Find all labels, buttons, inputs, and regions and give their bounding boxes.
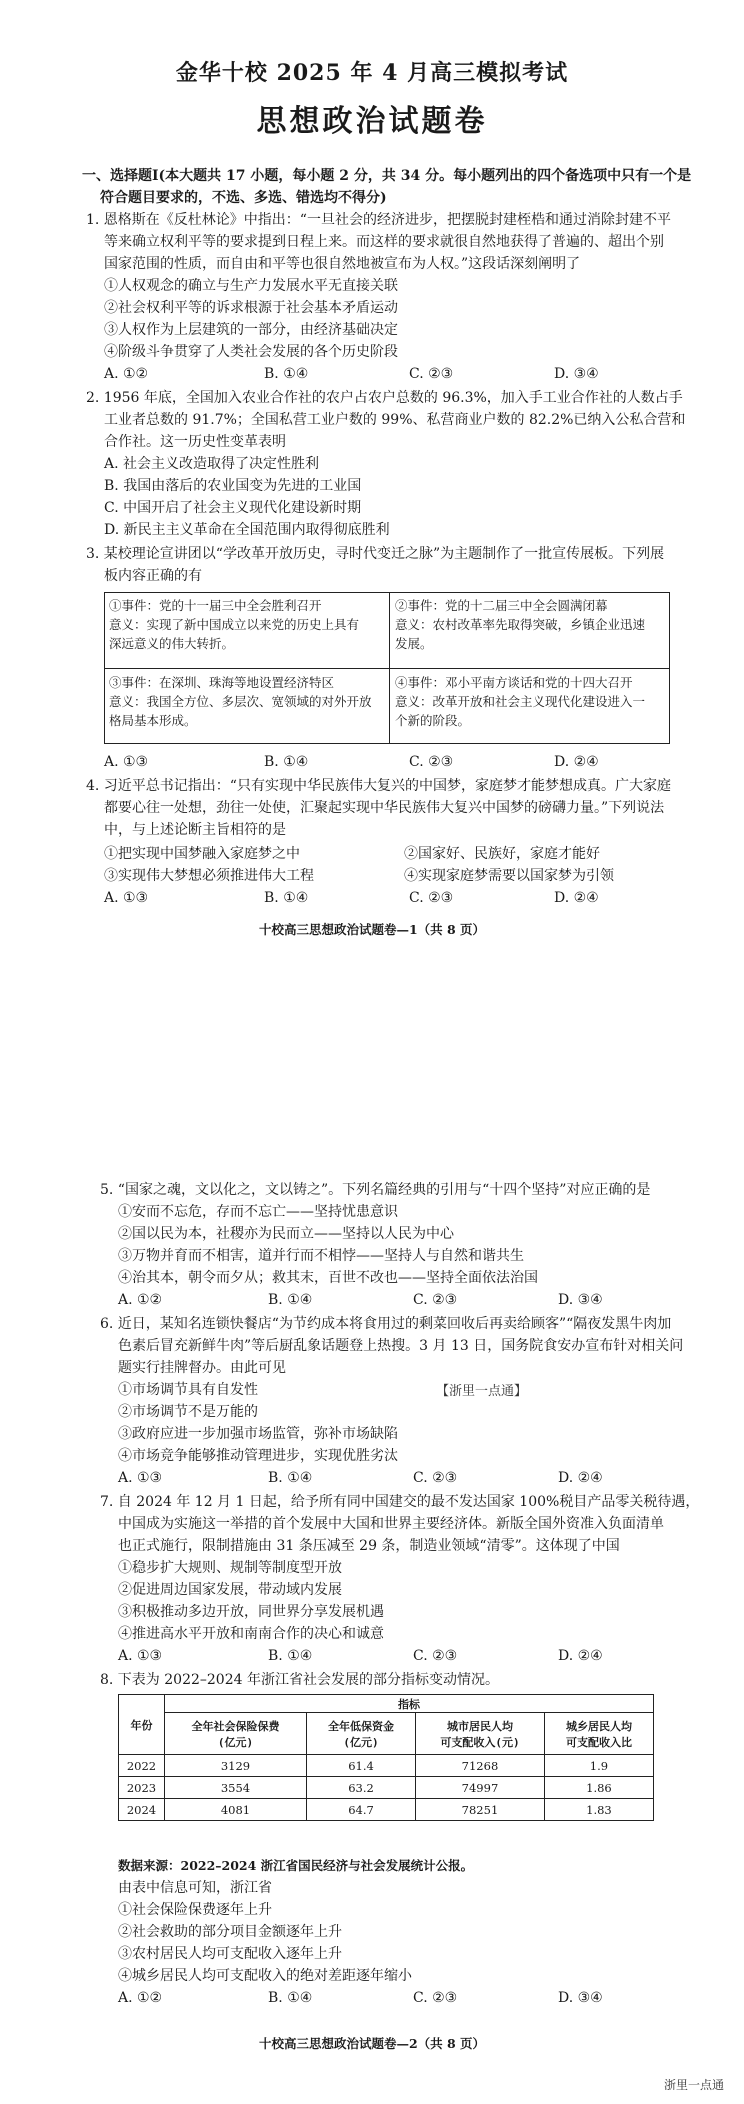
choice-a[interactable]: A. ①③ [118,1470,163,1486]
question-6-stem: 6. 近日，某知名连锁快餐店“为节约成本将食用过的剩菜回收后再卖给顾客”“隔夜发黑牛肉加 [100,1316,672,1332]
question-1-stem: 国家范围的性质，而自由和平等也很自然地被宣布为人权。”这段话深刻阐明了 [104,256,581,272]
choice-b[interactable]: B. ①④ [264,754,309,770]
choice-d[interactable]: D. ③④ [558,1990,603,2006]
table-header-subsistence: 全年低保资金 (亿元) [306,1713,415,1755]
table-row: 2024 4081 64.7 78251 1.83 [119,1799,654,1821]
choice-d[interactable]: D. ②④ [558,1648,603,1664]
page-footer-1: 十校高三思想政治试题卷—1（共 8 页） [258,922,486,937]
stats-table [118,1694,654,1821]
question-1-stem: 等来确立权利平等的要求提到日程上来。而这样的要求就很自然地获得了普遍的、超出个别 [104,234,664,250]
question-6-stem: 题实行挂牌督办。由此可见 [118,1360,286,1376]
exam-header-title: 金华十校 2025 年 4 月高三模拟考试 [175,60,569,86]
question-8-statement: ④城乡居民人均可支配收入的绝对差距逐年缩小 [118,1968,412,1984]
question-8-stem: 由表中信息可知，浙江省 [118,1880,272,1896]
question-8-statement: ②社会救助的部分项目金额逐年上升 [118,1924,342,1940]
question-7-statement: ③积极推动多边开放，同世界分享发展机遇 [118,1604,384,1620]
question-4-statement: ②国家好、民族好，家庭才能好 [404,846,600,862]
choice-d[interactable]: D. ②④ [558,1470,603,1486]
question-1-statement: ④阶级斗争贯穿了人类社会发展的各个历史阶段 [104,344,398,360]
choice-c[interactable]: C. ②③ [409,754,454,770]
question-1-statement: ②社会权利平等的诉求根源于社会基本矛盾运动 [104,300,398,316]
question-4-stem: 4. 习近平总书记指出：“只有实现中华民族伟大复兴的中国梦，家庭梦才能梦想成真。广大家庭 [86,778,671,794]
question-8-statement: ③农村居民人均可支配收入逐年上升 [118,1946,342,1962]
choice-c[interactable]: C. ②③ [413,1470,458,1486]
choice-c[interactable]: C. ②③ [409,890,454,906]
exhibit-cell-4: ④事件：邓小平南方谈话和党的十四大召开 意义：改革开放和社会主义现代化建设进入一 个新的阶段。 [395,675,646,728]
question-5-statement: ④治其本，朝令而夕从；救其末，百世不改也——坚持全面依法治国 [118,1270,538,1286]
question-7-statement: ①稳步扩大规则、规制等制度型开放 [118,1560,342,1576]
exhibit-cell-3: ③事件：在深圳、珠海等地设置经济特区 意义：我国全方位、多层次、宽领域的对外开放 格局基本形成。 [109,675,372,728]
page-gap [0,940,744,1168]
exam-page-1 [0,0,744,940]
table-row: 2023 3554 63.2 74997 1.86 [119,1777,654,1799]
page-footer-2: 十校高三思想政治试题卷—2（共 8 页） [258,2036,486,2051]
choice-a[interactable]: A. ①② [118,1292,163,1308]
question-2-choice-b[interactable]: B. 我国由落后的农业国变为先进的工业国 [104,478,362,494]
question-6-statement: ④市场竞争能够推动管理进步，实现优胜劣汰 [118,1448,398,1464]
choice-d[interactable]: D. ②④ [554,890,599,906]
question-6-statement: ②市场调节不是万能的 [118,1404,258,1420]
question-2-stem: 合作社。这一历史性变革表明 [104,434,286,450]
question-5-stem: 5. “国家之魂，文以化之，文以铸之”。下列名篇经典的引用与“十四个坚持”对应正确的是 [100,1182,651,1198]
table-header-year: 年份 [119,1695,165,1755]
question-2-choice-d[interactable]: D. 新民主主义革命在全国范围内取得彻底胜利 [104,522,390,538]
table-header-urban-income: 城市居民人均 可支配收入(元) [416,1713,545,1755]
choice-a[interactable]: A. ①② [118,1990,163,2006]
choice-b[interactable]: B. ①④ [268,1990,313,2006]
choice-c[interactable]: C. ②③ [413,1292,458,1308]
question-4-statement: ④实现家庭梦需要以国家梦为引领 [404,868,614,884]
exhibit-cell-2: ②事件：党的十二届三中全会圆满闭幕 意义：农村改革率先取得突破，乡镇企业迅速 发展。 [395,598,646,651]
question-7-stem: 7. 自 2024 年 12 月 1 日起，给予所有同中国建交的最不发达国家 100%税目产品零关税待遇， [100,1494,700,1510]
question-3-stem: 3. 某校理论宣讲团以“学改革开放历史，寻时代变迁之脉”为主题制作了一批宣传展板。下列展 [86,546,665,562]
question-2-stem: 工业者总数的 91.7%；全国私营工业户数的 99%、私营商业户数的 82.2%已纳入公私合营和 [104,412,686,428]
question-4-stem: 中，与上述论断主旨相符的是 [104,822,286,838]
exam-page-2 [0,1168,744,2104]
choice-c[interactable]: C. ②③ [413,1990,458,2006]
choice-b[interactable]: B. ①④ [268,1292,313,1308]
question-1-statement: ③人权作为上层建筑的一部分，由经济基础决定 [104,322,398,338]
question-3-stem: 板内容正确的有 [104,568,202,584]
section-heading: 一、选择题Ⅰ(本大题共 17 小题，每小题 2 分，共 34 分。每小题列出的四个备选项中只有一个是 [82,168,692,184]
section-heading-cont: 符合题目要求的，不选、多选、错选均不得分) [100,190,387,206]
choice-b[interactable]: B. ①④ [268,1648,313,1664]
choice-c[interactable]: C. ②③ [413,1648,458,1664]
choice-d[interactable]: D. ③④ [558,1292,603,1308]
question-6-statement: ③政府应进一步加强市场监管，弥补市场缺陷 [118,1426,398,1442]
question-5-statement: ②国以民为本，社稷亦为民而立——坚持以人民为中心 [118,1226,454,1242]
exhibit-board-table [104,592,670,744]
choice-b[interactable]: B. ①④ [268,1470,313,1486]
question-4-statement: ①把实现中国梦融入家庭梦之中 [104,846,300,862]
question-4-statement: ③实现伟大梦想必须推进伟大工程 [104,868,314,884]
question-5-statement: ①安而不忘危，存而不忘亡——坚持忧患意识 [118,1204,398,1220]
question-1-stem: 1. 恩格斯在《反杜林论》中指出：“一旦社会的经济进步，把摆脱封建桎梏和通过消除封建不平 [86,212,671,228]
question-7-stem: 也正式施行，限制措施由 31 条压减至 29 条，制造业领域“清零”。这体现了中国 [118,1538,620,1554]
question-5-statement: ③万物并育而不相害，道并行而不相悖——坚持人与自然和谐共生 [118,1248,524,1264]
choice-d[interactable]: D. ③④ [554,366,599,382]
table-header-group: 指标 [165,1695,654,1713]
table-source: 数据来源：2022–2024 浙江省国民经济与社会发展统计公报。 [118,1858,474,1873]
question-7-statement: ②促进周边国家发展，带动域内发展 [118,1582,342,1598]
choice-b[interactable]: B. ①④ [264,890,309,906]
question-8-stem: 8. 下表为 2022–2024 年浙江省社会发展的部分指标变动情况。 [100,1672,499,1688]
question-4-stem: 都要心往一处想，劲往一处使，汇聚起实现中华民族伟大复兴中国梦的磅礴力量。”下列说法 [104,800,665,816]
table-header-premium: 全年社会保险保费 (亿元) [165,1713,307,1755]
exam-subject-title: 思想政治试题卷 [256,104,488,139]
question-6-stem: 色素后冒充新鲜牛肉”等后厨乱象话题登上热搜。3 月 13 日，国务院食安办宣布针对相关问 [118,1338,684,1354]
choice-b[interactable]: B. ①④ [264,366,309,382]
table-row: 2022 3129 61.4 71268 1.9 [119,1755,654,1777]
exhibit-cell-1: ①事件：党的十一届三中全会胜利召开 意义：实现了新中国成立以来党的历史上具有 深远意义的伟大转折。 [109,598,360,651]
choice-a[interactable]: A. ①③ [104,754,149,770]
watermark-text: 【浙里一点通】 [436,1384,528,1399]
choice-c[interactable]: C. ②③ [409,366,454,382]
choice-d[interactable]: D. ②④ [554,754,599,770]
question-7-statement: ④推进高水平开放和南南合作的决心和诚意 [118,1626,384,1642]
question-1-statement: ①人权观念的确立与生产力发展水平无直接关联 [104,278,398,294]
question-8-statement: ①社会保险保费逐年上升 [118,1902,272,1918]
question-2-choice-c[interactable]: C. 中国开启了社会主义现代化建设新时期 [104,500,362,516]
question-2-choice-a[interactable]: A. 社会主义改造取得了决定性胜利 [104,456,320,472]
question-6-statement: ①市场调节具有自发性 [118,1382,258,1398]
question-2-stem: 2. 1956 年底，全国加入农业合作社的农户占农户总数的 96.3%，加入手工业合作社的人数占手 [86,390,683,406]
corner-watermark: 浙里一点通 [664,2078,725,2092]
choice-a[interactable]: A. ①③ [104,890,149,906]
question-7-stem: 中国成为实施这一举措的首个发展中大国和世界主要经济体。新版全国外资准入负面清单 [118,1516,664,1532]
choice-a[interactable]: A. ①② [104,366,149,382]
table-header-income-ratio: 城乡居民人均 可支配收入比 [544,1713,653,1755]
choice-a[interactable]: A. ①③ [118,1648,163,1664]
